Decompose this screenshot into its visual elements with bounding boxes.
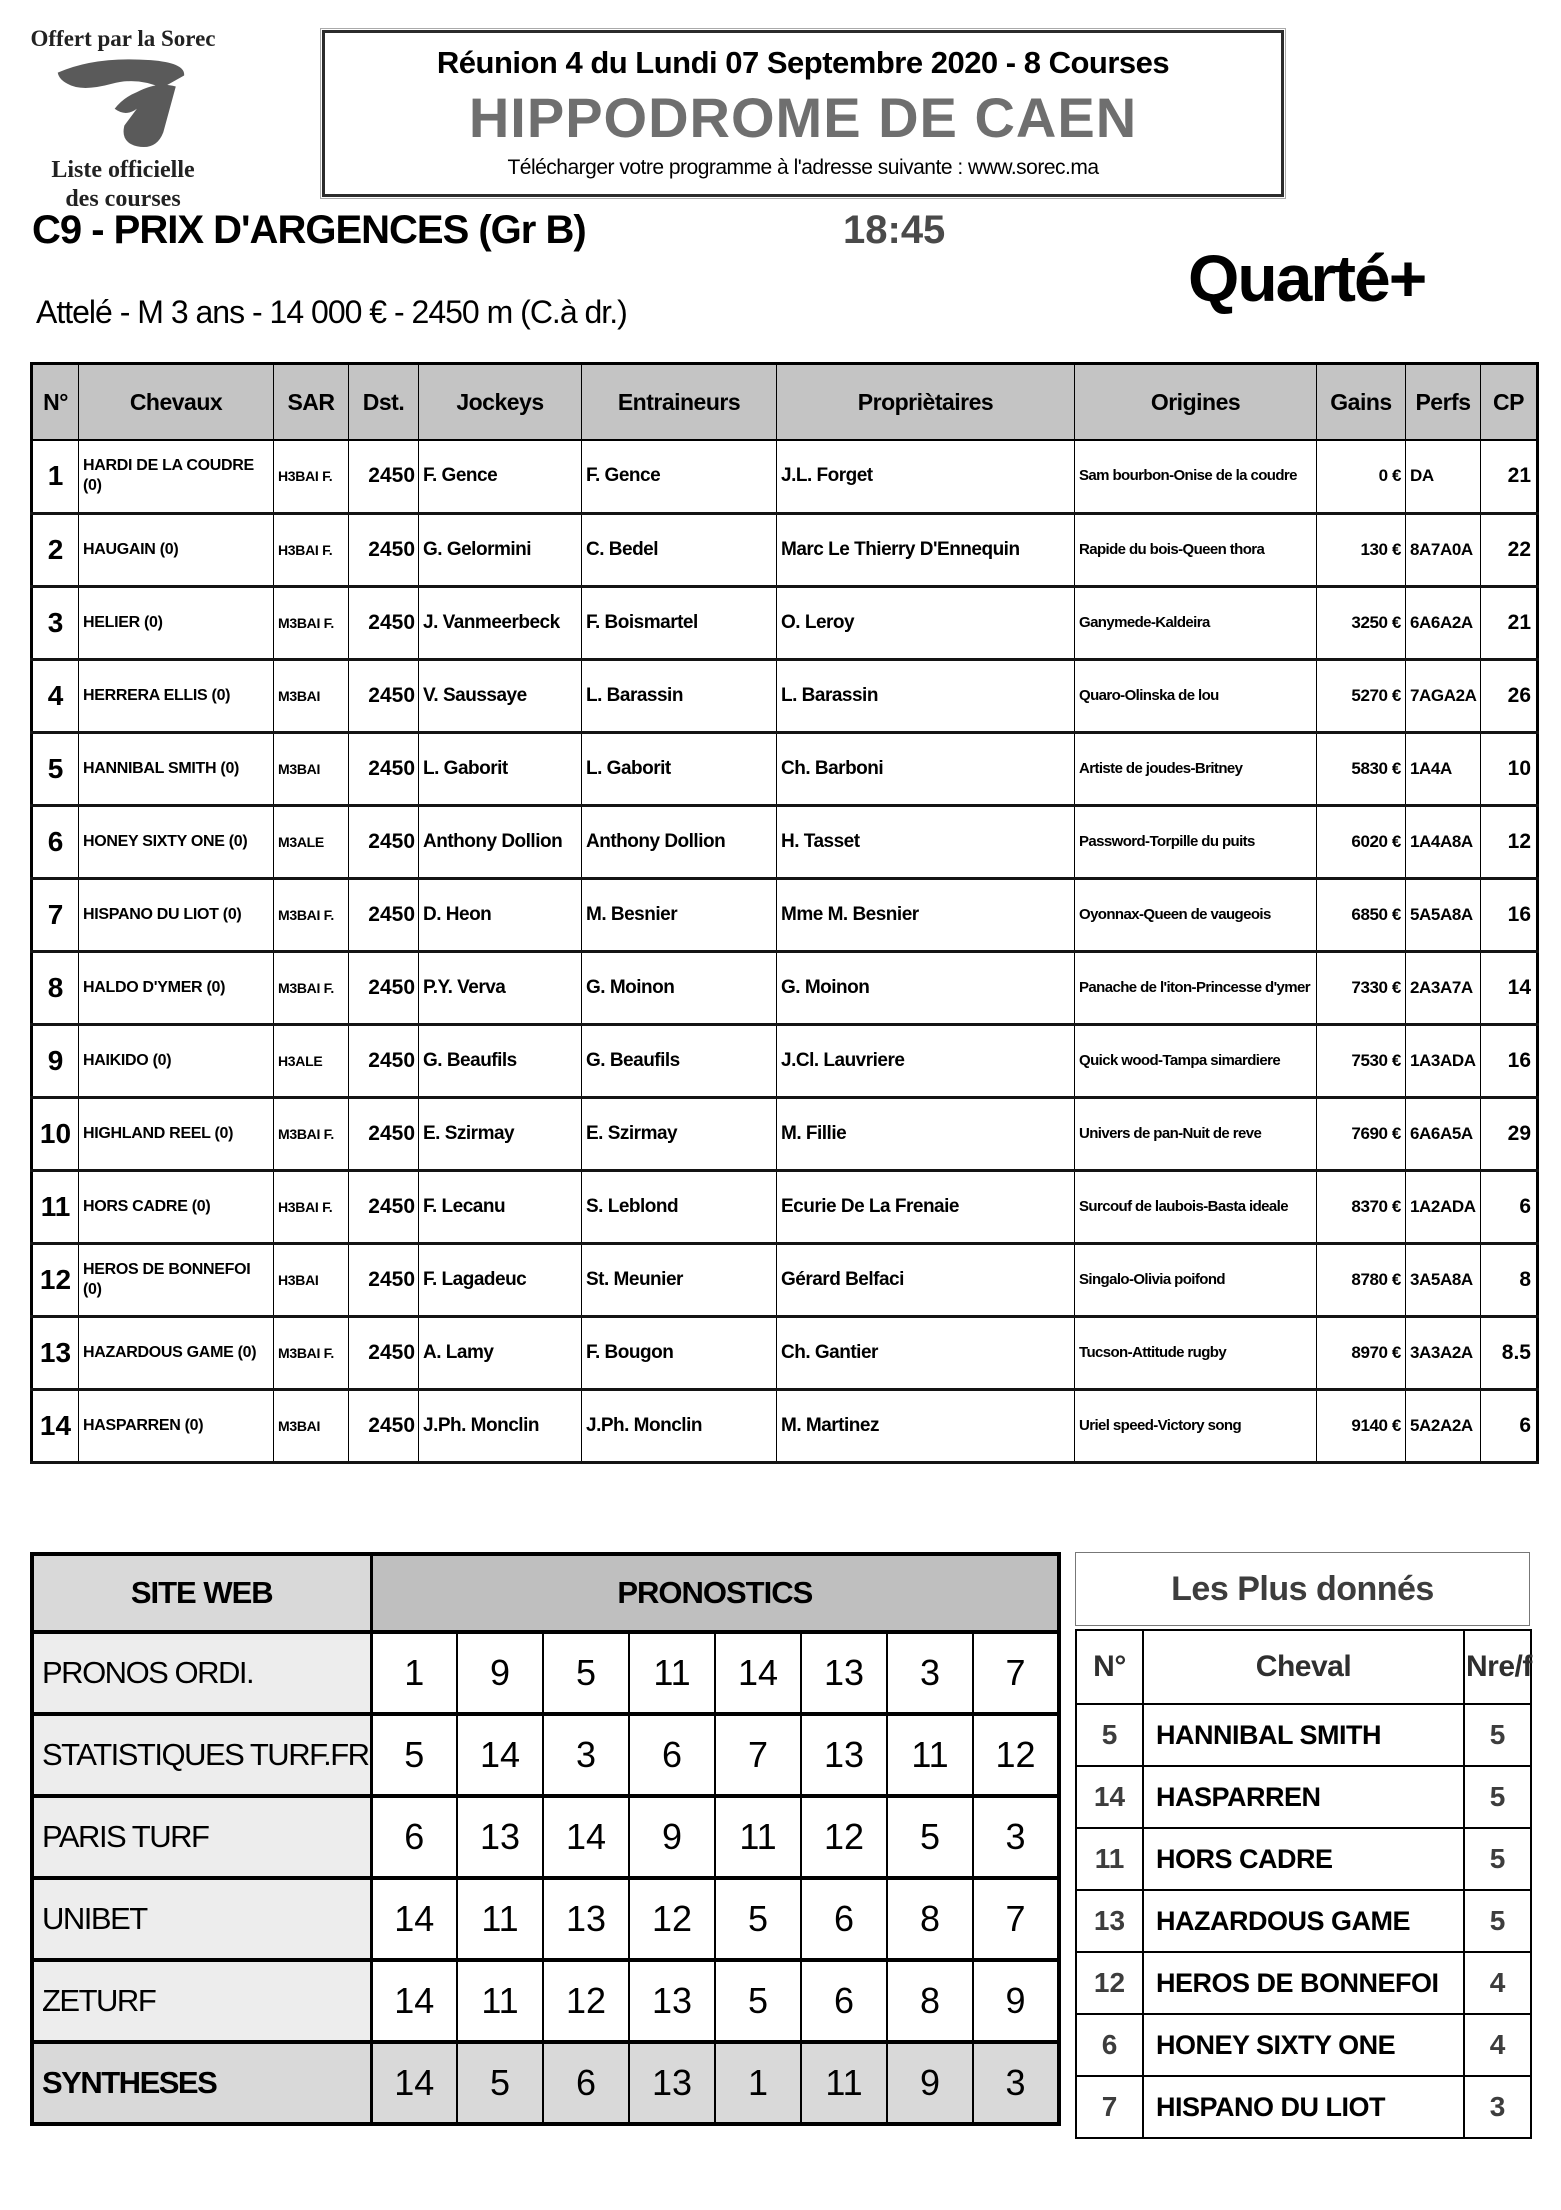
pronostic-pick: 14: [543, 1796, 629, 1878]
runner-sar: M3BAI F.: [274, 951, 349, 1024]
runner-row: [32, 586, 1538, 659]
plus-row: [1076, 1704, 1531, 1766]
runner-entraineur: C. Bedel: [582, 513, 777, 586]
runners-col-header: Dst.: [349, 364, 419, 441]
runner-jockey: E. Szirmay: [419, 1097, 582, 1170]
runner-gains: 0 €: [1317, 440, 1406, 513]
runner-perfs: 3A3A2A: [1406, 1316, 1481, 1389]
pronostic-pick: 11: [457, 1878, 543, 1960]
plus-no: 11: [1076, 1828, 1143, 1890]
runner-cp: 21: [1481, 586, 1538, 659]
runner-cheval: HERRERA ELLIS (0): [79, 659, 274, 732]
runner-origines: Rapide du bois-Queen thora: [1075, 513, 1317, 586]
runner-perfs: 6A6A5A: [1406, 1097, 1481, 1170]
logo-offered-text: Offert par la Sorec: [30, 26, 216, 51]
runner-cheval: HAIKIDO (0): [79, 1024, 274, 1097]
plus-nref: 5: [1464, 1828, 1531, 1890]
runner-no: 2: [32, 513, 79, 586]
runner-origines: Password-Torpille du puits: [1075, 805, 1317, 878]
runner-origines: Oyonnax-Queen de vaugeois: [1075, 878, 1317, 951]
runner-sar: M3BAI F.: [274, 586, 349, 659]
runner-jockey: F. Lecanu: [419, 1170, 582, 1243]
runner-entraineur: F. Boismartel: [582, 586, 777, 659]
runner-row: [32, 878, 1538, 951]
pronostic-pick: 14: [715, 1632, 801, 1714]
pronostic-pick: 3: [887, 1632, 973, 1714]
runner-dst: 2450: [349, 1316, 419, 1389]
runner-proprietaire: Ch. Gantier: [777, 1316, 1075, 1389]
pronostic-pick: 9: [457, 1632, 543, 1714]
race-conditions: Attelé - M 3 ans - 14 000 € - 2450 m (C.à dr.): [36, 294, 627, 330]
runner-no: 8: [32, 951, 79, 1024]
runner-perfs: 1A4A: [1406, 732, 1481, 805]
pronostic-row: [32, 1796, 1059, 1878]
runner-gains: 9140 €: [1317, 1389, 1406, 1462]
pronostic-pick: 6: [629, 1714, 715, 1796]
runner-perfs: 3A5A8A: [1406, 1243, 1481, 1316]
runner-entraineur: M. Besnier: [582, 878, 777, 951]
pronostic-pick: 5: [887, 1796, 973, 1878]
pronostic-pick: 7: [973, 1878, 1059, 1960]
runner-perfs: 1A4A8A: [1406, 805, 1481, 878]
pronostic-pick: 1: [371, 1632, 457, 1714]
pronostic-pick: 8: [887, 1960, 973, 2042]
plus-col-header: N°: [1076, 1630, 1143, 1704]
pronostic-pick: 12: [629, 1878, 715, 1960]
runner-cheval: HANNIBAL SMITH (0): [79, 732, 274, 805]
runner-entraineur: G. Moinon: [582, 951, 777, 1024]
pronostic-pick: 1: [715, 2042, 801, 2124]
pronostic-row: [32, 1960, 1059, 2042]
plus-nref: 4: [1464, 1952, 1531, 2014]
download-note: Télécharger votre programme à l'adresse suivante : www.sorec.ma: [507, 156, 1099, 179]
runner-no: 10: [32, 1097, 79, 1170]
runner-proprietaire: J.L. Forget: [777, 440, 1075, 513]
runner-dst: 2450: [349, 440, 419, 513]
runner-dst: 2450: [349, 513, 419, 586]
pronostic-pick: 5: [457, 2042, 543, 2124]
runner-perfs: 2A3A7A: [1406, 951, 1481, 1024]
runners-col-header: Jockeys: [419, 364, 582, 441]
runner-no: 7: [32, 878, 79, 951]
runner-cheval: HARDI DE LA COUDRE (0): [79, 440, 274, 513]
runner-gains: 6850 €: [1317, 878, 1406, 951]
pronostic-site: SYNTHESES: [32, 2042, 371, 2124]
runner-gains: 7530 €: [1317, 1024, 1406, 1097]
runner-gains: 8780 €: [1317, 1243, 1406, 1316]
runner-no: 3: [32, 586, 79, 659]
runner-dst: 2450: [349, 1170, 419, 1243]
runner-entraineur: Anthony Dollion: [582, 805, 777, 878]
plus-row: [1076, 1766, 1531, 1828]
pronostic-pick: 13: [629, 1960, 715, 2042]
runner-proprietaire: M. Martinez: [777, 1389, 1075, 1462]
race-time: 18:45: [843, 208, 946, 252]
runner-perfs: 1A3ADA: [1406, 1024, 1481, 1097]
runner-cp: 10: [1481, 732, 1538, 805]
runner-sar: M3BAI F.: [274, 878, 349, 951]
runners-col-header: Perfs: [1406, 364, 1481, 441]
runner-cp: 29: [1481, 1097, 1538, 1170]
pronostics-table: [30, 1552, 1061, 2126]
runner-origines: Ganymede-Kaldeira: [1075, 586, 1317, 659]
runner-perfs: 6A6A2A: [1406, 586, 1481, 659]
runner-sar: M3BAI: [274, 659, 349, 732]
pronostic-pick: 13: [801, 1714, 887, 1796]
runner-sar: M3BAI F.: [274, 1316, 349, 1389]
pronostic-pick: 14: [371, 1878, 457, 1960]
runner-no: 5: [32, 732, 79, 805]
runner-jockey: A. Lamy: [419, 1316, 582, 1389]
runner-sar: M3BAI F.: [274, 1097, 349, 1170]
runner-entraineur: E. Szirmay: [582, 1097, 777, 1170]
runner-perfs: 7AGA2A: [1406, 659, 1481, 732]
runner-no: 14: [32, 1389, 79, 1462]
plus-cheval: HONEY SIXTY ONE: [1143, 2014, 1464, 2076]
pronostic-pick: 6: [371, 1796, 457, 1878]
pronostic-pick: 13: [543, 1878, 629, 1960]
pronostic-site: PARIS TURF: [32, 1796, 371, 1878]
runner-jockey: F. Gence: [419, 440, 582, 513]
runners-col-header: Origines: [1075, 364, 1317, 441]
runner-origines: Sam bourbon-Onise de la coudre: [1075, 440, 1317, 513]
runner-entraineur: L. Barassin: [582, 659, 777, 732]
runner-row: [32, 1170, 1538, 1243]
runner-jockey: F. Lagadeuc: [419, 1243, 582, 1316]
runner-gains: 3250 €: [1317, 586, 1406, 659]
runner-cheval: HISPANO DU LIOT (0): [79, 878, 274, 951]
pronostic-pick: 9: [973, 1960, 1059, 2042]
pronostic-pick: 8: [887, 1878, 973, 1960]
runner-proprietaire: M. Fillie: [777, 1097, 1075, 1170]
runner-gains: 5270 €: [1317, 659, 1406, 732]
runner-jockey: V. Saussaye: [419, 659, 582, 732]
plus-donnes-table: [1075, 1629, 1532, 2139]
runner-no: 9: [32, 1024, 79, 1097]
pronostic-pick: 12: [973, 1714, 1059, 1796]
pronostic-pick: 12: [543, 1960, 629, 2042]
runner-origines: Panache de l'iton-Princesse d'ymer: [1075, 951, 1317, 1024]
runner-cp: 22: [1481, 513, 1538, 586]
runner-proprietaire: J.Cl. Lauvriere: [777, 1024, 1075, 1097]
runner-no: 12: [32, 1243, 79, 1316]
plus-donnes-header-row: [1076, 1630, 1531, 1704]
runners-col-header: CP: [1481, 364, 1538, 441]
plus-cheval: HAZARDOUS GAME: [1143, 1890, 1464, 1952]
pronostic-pick: 7: [973, 1632, 1059, 1714]
runner-perfs: 1A2ADA: [1406, 1170, 1481, 1243]
runner-proprietaire: H. Tasset: [777, 805, 1075, 878]
runner-cp: 8: [1481, 1243, 1538, 1316]
runner-origines: Univers de pan-Nuit de reve: [1075, 1097, 1317, 1170]
meeting-title: Réunion 4 du Lundi 07 Septembre 2020 - 8 Courses: [436, 45, 1170, 80]
runner-jockey: Anthony Dollion: [419, 805, 582, 878]
runner-entraineur: L. Gaborit: [582, 732, 777, 805]
pronostic-pick: 6: [801, 1878, 887, 1960]
pronostic-pick: 5: [715, 1878, 801, 1960]
plus-no: 7: [1076, 2076, 1143, 2138]
plus-col-header: Nre/f: [1464, 1630, 1531, 1704]
runner-sar: H3BAI F.: [274, 513, 349, 586]
runner-row: [32, 805, 1538, 878]
plus-row: [1076, 1952, 1531, 2014]
runners-col-header: Chevaux: [79, 364, 274, 441]
pronostic-pick: 3: [973, 2042, 1059, 2124]
runner-cp: 16: [1481, 1024, 1538, 1097]
runner-origines: Quaro-Olinska de lou: [1075, 659, 1317, 732]
runner-proprietaire: Mme M. Besnier: [777, 878, 1075, 951]
runner-dst: 2450: [349, 586, 419, 659]
pronostics-header: PRONOSTICS: [371, 1554, 1059, 1632]
runner-gains: 5830 €: [1317, 732, 1406, 805]
runner-gains: 7690 €: [1317, 1097, 1406, 1170]
plus-row: [1076, 2014, 1531, 2076]
pronostic-pick: 13: [457, 1796, 543, 1878]
pronostic-row: [32, 2042, 1059, 2124]
runner-dst: 2450: [349, 732, 419, 805]
runner-entraineur: F. Gence: [582, 440, 777, 513]
runner-cp: 6: [1481, 1389, 1538, 1462]
runner-cheval: HALDO D'YMER (0): [79, 951, 274, 1024]
runner-jockey: P.Y. Verva: [419, 951, 582, 1024]
logo-tagline: [16, 156, 230, 214]
runner-proprietaire: Gérard Belfaci: [777, 1243, 1075, 1316]
runner-cheval: HAUGAIN (0): [79, 513, 274, 586]
runner-cheval: HONEY SIXTY ONE (0): [79, 805, 274, 878]
runner-row: [32, 951, 1538, 1024]
plus-cheval: HORS CADRE: [1143, 1828, 1464, 1890]
pronostic-pick: 7: [715, 1714, 801, 1796]
runner-perfs: 8A7A0A: [1406, 513, 1481, 586]
runner-proprietaire: Marc Le Thierry D'Ennequin: [777, 513, 1075, 586]
runner-cp: 16: [1481, 878, 1538, 951]
plus-no: 5: [1076, 1704, 1143, 1766]
plus-no: 6: [1076, 2014, 1143, 2076]
pronostic-site: PRONOS ORDI.: [32, 1632, 371, 1714]
pronostic-site: UNIBET: [32, 1878, 371, 1960]
runner-cp: 12: [1481, 805, 1538, 878]
runners-col-header: Propriètaires: [777, 364, 1075, 441]
runner-entraineur: S. Leblond: [582, 1170, 777, 1243]
pronostics-header-row: [32, 1554, 1059, 1632]
pronostic-pick: 12: [801, 1796, 887, 1878]
runner-proprietaire: O. Leroy: [777, 586, 1075, 659]
runners-col-header: N°: [32, 364, 79, 441]
pronostic-pick: 5: [715, 1960, 801, 2042]
runner-jockey: D. Heon: [419, 878, 582, 951]
runner-perfs: DA: [1406, 440, 1481, 513]
runner-origines: Tucson-Attitude rugby: [1075, 1316, 1317, 1389]
pronostic-pick: 6: [801, 1960, 887, 2042]
plus-no: 13: [1076, 1890, 1143, 1952]
pronostic-pick: 11: [629, 1632, 715, 1714]
runner-cheval: HELIER (0): [79, 586, 274, 659]
pronostic-row: [32, 1632, 1059, 1714]
sorec-horse-logo-icon: [48, 56, 198, 156]
pronostic-pick: 11: [715, 1796, 801, 1878]
runner-proprietaire: Ch. Barboni: [777, 732, 1075, 805]
runners-col-header: Entraineurs: [582, 364, 777, 441]
runner-dst: 2450: [349, 1389, 419, 1462]
runner-row: [32, 659, 1538, 732]
pronostic-site: ZETURF: [32, 1960, 371, 2042]
plus-donnes-section: [1075, 1552, 1530, 2139]
logo-tagline-line2: des courses: [65, 185, 181, 212]
runner-row: [32, 1097, 1538, 1170]
runner-cheval: HASPARREN (0): [79, 1389, 274, 1462]
plus-donnes-title: Les Plus donnés: [1075, 1552, 1530, 1626]
runners-header-row: [32, 364, 1538, 441]
pronostic-site: STATISTIQUES TURF.FR: [32, 1714, 371, 1796]
pronostic-pick: 11: [887, 1714, 973, 1796]
runner-no: 11: [32, 1170, 79, 1243]
runner-no: 6: [32, 805, 79, 878]
runner-no: 13: [32, 1316, 79, 1389]
runner-jockey: G. Gelormini: [419, 513, 582, 586]
runner-cp: 6: [1481, 1170, 1538, 1243]
runner-jockey: J.Ph. Monclin: [419, 1389, 582, 1462]
runner-sar: M3ALE: [274, 805, 349, 878]
runner-origines: Artiste de joudes-Britney: [1075, 732, 1317, 805]
bet-type-label: Quarté+: [1188, 241, 1426, 315]
pronostic-pick: 11: [457, 1960, 543, 2042]
header-box: [322, 30, 1284, 197]
runner-origines: Uriel speed-Victory song: [1075, 1389, 1317, 1462]
runner-row: [32, 1389, 1538, 1462]
runner-no: 4: [32, 659, 79, 732]
runner-gains: 130 €: [1317, 513, 1406, 586]
pronostic-pick: 13: [629, 2042, 715, 2124]
runner-dst: 2450: [349, 878, 419, 951]
plus-row: [1076, 2076, 1531, 2138]
runner-perfs: 5A2A2A: [1406, 1389, 1481, 1462]
pronostic-row: [32, 1714, 1059, 1796]
runner-proprietaire: Ecurie De La Frenaie: [777, 1170, 1075, 1243]
runner-entraineur: St. Meunier: [582, 1243, 777, 1316]
runner-cp: 26: [1481, 659, 1538, 732]
runner-sar: H3BAI F.: [274, 440, 349, 513]
plus-nref: 5: [1464, 1704, 1531, 1766]
runner-entraineur: F. Bougon: [582, 1316, 777, 1389]
plus-no: 14: [1076, 1766, 1143, 1828]
runner-cp: 21: [1481, 440, 1538, 513]
runner-cheval: HEROS DE BONNEFOI (0): [79, 1243, 274, 1316]
runner-gains: 6020 €: [1317, 805, 1406, 878]
pronostic-pick: 13: [801, 1632, 887, 1714]
runner-entraineur: J.Ph. Monclin: [582, 1389, 777, 1462]
runner-sar: H3ALE: [274, 1024, 349, 1097]
pronostic-pick: 14: [371, 1960, 457, 2042]
runner-row: [32, 440, 1538, 513]
runner-origines: Singalo-Olivia poifond: [1075, 1243, 1317, 1316]
runner-jockey: J. Vanmeerbeck: [419, 586, 582, 659]
plus-nref: 3: [1464, 2076, 1531, 2138]
logo-tagline-line1: Liste officielle: [51, 157, 195, 183]
siteweb-header: SITE WEB: [32, 1554, 371, 1632]
runner-entraineur: G. Beaufils: [582, 1024, 777, 1097]
plus-cheval: HANNIBAL SMITH: [1143, 1704, 1464, 1766]
runner-dst: 2450: [349, 1024, 419, 1097]
plus-nref: 5: [1464, 1766, 1531, 1828]
pronostic-pick: 6: [543, 2042, 629, 2124]
pronostic-pick: 9: [629, 1796, 715, 1878]
runner-gains: 8970 €: [1317, 1316, 1406, 1389]
runners-table: [30, 362, 1539, 1464]
runner-gains: 7330 €: [1317, 951, 1406, 1024]
runner-dst: 2450: [349, 659, 419, 732]
pronostic-pick: 5: [371, 1714, 457, 1796]
hippodrome-title: HIPPODROME DE CAEN: [468, 86, 1138, 149]
runner-sar: M3BAI: [274, 1389, 349, 1462]
runner-no: 1: [32, 440, 79, 513]
runner-row: [32, 1243, 1538, 1316]
pronostic-pick: 11: [801, 2042, 887, 2124]
plus-no: 12: [1076, 1952, 1143, 2014]
runner-dst: 2450: [349, 951, 419, 1024]
runner-cp: 8.5: [1481, 1316, 1538, 1389]
runner-perfs: 5A5A8A: [1406, 878, 1481, 951]
plus-nref: 5: [1464, 1890, 1531, 1952]
plus-cheval: HEROS DE BONNEFOI: [1143, 1952, 1464, 2014]
runner-cheval: HIGHLAND REEL (0): [79, 1097, 274, 1170]
runner-proprietaire: G. Moinon: [777, 951, 1075, 1024]
plus-row: [1076, 1890, 1531, 1952]
runner-gains: 8370 €: [1317, 1170, 1406, 1243]
runners-col-header: Gains: [1317, 364, 1406, 441]
runner-origines: Surcouf de laubois-Basta ideale: [1075, 1170, 1317, 1243]
runner-proprietaire: L. Barassin: [777, 659, 1075, 732]
runner-dst: 2450: [349, 1243, 419, 1316]
runner-dst: 2450: [349, 805, 419, 878]
plus-cheval: HASPARREN: [1143, 1766, 1464, 1828]
runner-cheval: HORS CADRE (0): [79, 1170, 274, 1243]
pronostic-pick: 9: [887, 2042, 973, 2124]
race-title: C9 - PRIX D'ARGENCES (Gr B): [32, 208, 586, 252]
runner-row: [32, 732, 1538, 805]
runner-row: [32, 1024, 1538, 1097]
plus-cheval: HISPANO DU LIOT: [1143, 2076, 1464, 2138]
pronostic-row: [32, 1878, 1059, 1960]
runner-jockey: L. Gaborit: [419, 732, 582, 805]
runner-sar: M3BAI: [274, 732, 349, 805]
runners-col-header: SAR: [274, 364, 349, 441]
sorec-logo-block: [16, 26, 230, 214]
runner-row: [32, 513, 1538, 586]
pronostic-pick: 3: [543, 1714, 629, 1796]
runner-sar: H3BAI: [274, 1243, 349, 1316]
runner-sar: H3BAI F.: [274, 1170, 349, 1243]
plus-col-header: Cheval: [1143, 1630, 1464, 1704]
runner-cheval: HAZARDOUS GAME (0): [79, 1316, 274, 1389]
pronostic-pick: 3: [973, 1796, 1059, 1878]
plus-row: [1076, 1828, 1531, 1890]
runner-jockey: G. Beaufils: [419, 1024, 582, 1097]
runner-cp: 14: [1481, 951, 1538, 1024]
pronostic-pick: 14: [371, 2042, 457, 2124]
runner-origines: Quick wood-Tampa simardiere: [1075, 1024, 1317, 1097]
plus-nref: 4: [1464, 2014, 1531, 2076]
pronostic-pick: 14: [457, 1714, 543, 1796]
pronostic-pick: 5: [543, 1632, 629, 1714]
runner-dst: 2450: [349, 1097, 419, 1170]
runner-row: [32, 1316, 1538, 1389]
